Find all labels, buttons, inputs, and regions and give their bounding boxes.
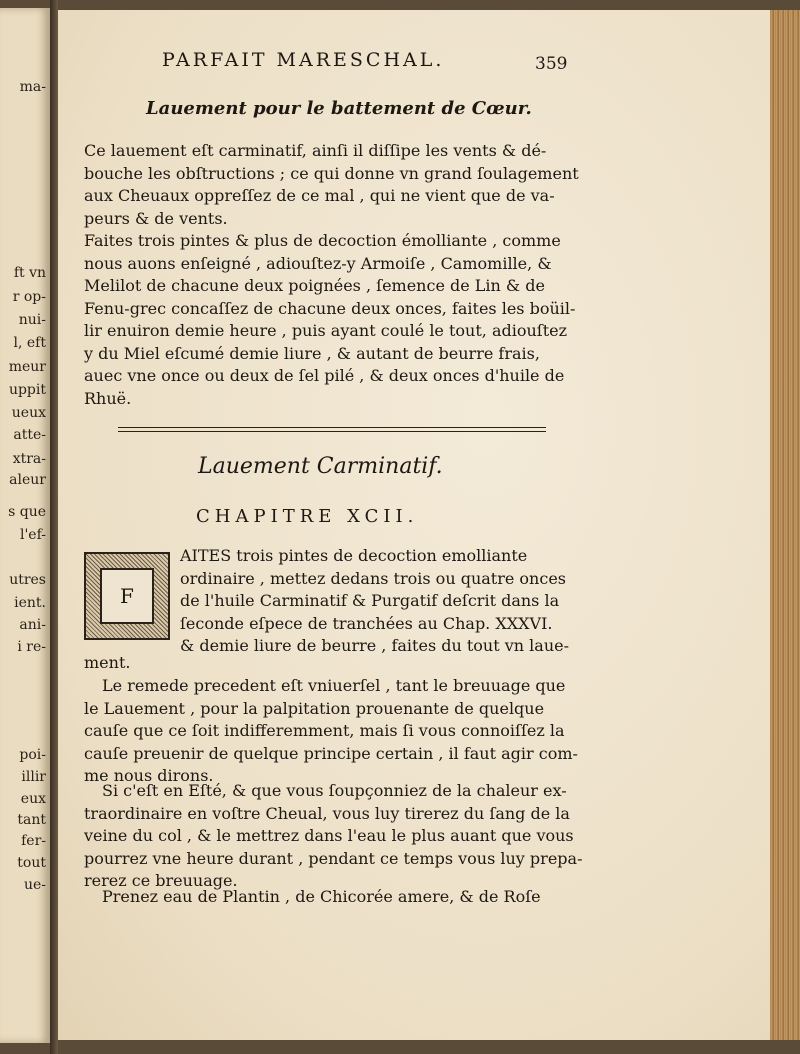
page-number: 359 — [535, 54, 568, 74]
text-line: bouche les obſtructions ; ce qui donne vn grand ſoulagement — [84, 163, 579, 183]
left-page-fragment: i re- — [17, 639, 46, 655]
text-line: traordinaire en voſtre Cheual, vous luy tirerez du ſang de la — [84, 803, 570, 823]
text-line: me nous dirons. — [84, 766, 214, 785]
left-page-fragment: tout — [17, 855, 46, 871]
left-page-fragment: xtra- — [12, 451, 46, 467]
chapter-opening-tail — [84, 652, 562, 675]
left-page-fragment: ft vn — [13, 265, 46, 281]
left-page-fragment: atte- — [13, 427, 46, 443]
text-line: pourrez vne heure durant , pendant ce temps vous luy prepa- — [84, 848, 583, 868]
text-line: cauſe preuenir de quelque principe certain , il faut agir com- — [84, 743, 578, 763]
left-page-fragment: uppit — [8, 382, 46, 398]
text-line: Ce lauement eſt carminatif, ainſi il diſſipe les vents & dé- — [84, 141, 547, 160]
section-heading-2: Lauement Carminatif. — [198, 454, 443, 479]
paragraph-5 — [84, 886, 562, 909]
text-line: Fenu-grec concaſſez de chacune deux onces, faites les boüil- — [84, 298, 576, 318]
text-line: le Lauement , pour la palpitation prouenante de quelque — [84, 698, 545, 718]
running-head: PARFAIT MARESCHAL. — [162, 49, 445, 71]
text-line: ment. — [84, 653, 131, 672]
left-page-fragment: ani- — [19, 617, 46, 633]
initial-letter: F — [120, 584, 134, 608]
left-page-fragment: illir — [21, 769, 46, 785]
text-line: & demie liure de beurre , faites du tout vn laue- — [180, 636, 570, 655]
left-page-fragment: tant — [17, 812, 46, 828]
decorated-initial — [84, 552, 170, 640]
text-line: rerez ce breuuage. — [84, 871, 238, 890]
left-page-fragment: l, eft — [13, 335, 46, 351]
left-page-fragment: ma- — [19, 79, 46, 95]
chapter-title: CHAPITRE XCII. — [196, 506, 419, 527]
initial-frame — [100, 568, 154, 624]
left-page-fragment: nui- — [18, 312, 46, 328]
text-line: auec vne once ou deux de ſel pilé , & deux onces d'huile de — [84, 366, 565, 385]
section-divider — [118, 431, 546, 432]
text-line: lir enuiron demie heure , puis ayant coulé le tout, adiouſtez — [84, 321, 568, 340]
text-line: peurs & de vents. — [84, 208, 228, 228]
paragraph-4 — [84, 780, 583, 893]
left-page-fragment: eux — [20, 791, 46, 807]
left-page-fragment: meur — [8, 359, 46, 375]
left-page-fragment: s que — [8, 504, 46, 520]
paragraph-2 — [84, 230, 576, 410]
section-heading-1: Lauement pour le battement de Cœur. — [146, 98, 532, 119]
text-line: AITES trois pintes de decoction emolliante — [180, 546, 528, 565]
text-line: y du Miel eſcumé demie liure , & autant de beurre frais, — [84, 343, 540, 363]
paragraph-3 — [84, 675, 578, 788]
left-page-fragment: r op- — [12, 289, 46, 305]
book-gutter — [50, 0, 58, 1054]
text-line: Prenez eau de Plantin , de Chicorée amere, & de Roſe — [102, 887, 541, 906]
text-line: Rhuë. — [84, 388, 132, 408]
left-page-fragment: ueux — [11, 405, 46, 421]
text-line: Faites trois pintes & plus de decoction émolliante , comme — [84, 231, 561, 250]
text-line: Le remede precedent eſt vniuerſel , tant le breuuage que — [102, 676, 566, 695]
text-line: nous auons enſeigné , adiouſtez-y Armoiſe , Camomille, & — [84, 253, 552, 273]
left-page-fragment: l'ef- — [19, 527, 46, 543]
left-page-fragment: poi- — [19, 747, 46, 763]
text-line: Melilot de chacune deux poignées , ſemence de Lin & de — [84, 276, 545, 295]
section-divider — [118, 427, 546, 428]
page-edges — [770, 10, 800, 1040]
text-line: ſeconde eſpece de tranchées au Chap. XXXVI. — [180, 613, 553, 633]
text-line: veine du col , & le mettrez dans l'eau le plus auant que vous — [84, 826, 574, 845]
left-page-fragment: fer- — [21, 833, 46, 849]
left-page-fragment: aleur — [9, 472, 46, 488]
left-page-fragment: ue- — [23, 877, 46, 893]
text-line: cauſe que ce ſoit indifferemment, mais ſi vous connoiſſez la — [84, 721, 565, 740]
left-page-fragment: ient. — [14, 595, 46, 611]
chapter-opening — [180, 545, 570, 658]
text-line: Si c'eſt en Eſté, & que vous ſoupçonniez de la chaleur ex- — [102, 781, 567, 800]
left-page-margin — [0, 8, 50, 1043]
left-page-fragment: utres — [9, 572, 46, 588]
text-line: aux Cheuaux oppreſſez de ce mal , qui ne vient que de va- — [84, 186, 555, 205]
text-line: ordinaire , mettez dedans trois ou quatre onces — [180, 568, 566, 588]
paragraph-1 — [84, 140, 579, 230]
text-line: de l'huile Carminatif & Purgatif deſcrit dans la — [180, 591, 560, 610]
